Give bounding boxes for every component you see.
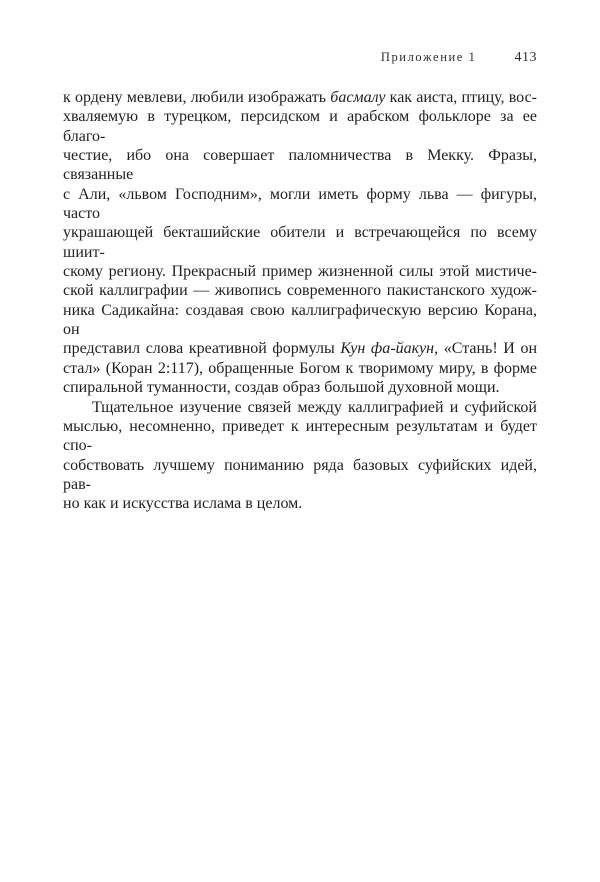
text-line: [63, 456, 537, 495]
text-run: спиральной туманности, создав образ большой духовной мощи.: [63, 379, 500, 397]
text-run: скому региону. Прекрасный пример жизненной силы этой мистиче-: [63, 263, 537, 281]
text-run: Тщательное изучение связей между каллиграфией и суфийской: [92, 398, 537, 416]
text-run: хваляемую в турецком, персидском и арабском фольклоре за ее благо-: [63, 108, 537, 145]
text-run: представил слова креативной формулы: [63, 340, 341, 358]
italic-text-run: Кун фа-йакун: [340, 340, 435, 358]
italic-text-run: басмалу: [330, 89, 386, 106]
text-run: как аиста, птицу, вос-: [385, 89, 538, 106]
text-line: [63, 146, 537, 185]
text-run: мыслью, несомненно, приведет к интересным результатам и будет спо-: [63, 417, 537, 455]
text-line: [63, 378, 537, 397]
text-line: [63, 359, 537, 378]
text-line: [63, 301, 537, 340]
running-title: Приложение 1: [380, 50, 477, 64]
body-text: [63, 88, 537, 514]
page-number: 413: [514, 50, 537, 65]
paragraph: [63, 398, 537, 514]
text-run: собствовать лучшему пониманию ряда базовых суфийских идей, рав-: [63, 456, 537, 493]
text-line: [63, 223, 537, 262]
text-run: к ордену мевлеви, любили изображать: [63, 89, 331, 106]
text-line: [63, 398, 537, 417]
text-run: честие, ибо она совершает паломничества в Мекку. Фразы, связанные: [63, 147, 537, 184]
text-run: но как и искусства ислама в целом.: [63, 495, 303, 513]
text-line: [63, 417, 537, 456]
text-run: ской каллиграфии — живопись современного пакистанского худож-: [63, 282, 537, 300]
text-run: , «Стань! И он: [434, 340, 538, 358]
text-run: ника Садикайна: создавая свою каллиграфическую версию Корана, он: [63, 301, 537, 339]
text-line: [63, 494, 537, 513]
text-line: [63, 185, 537, 224]
text-line: [63, 88, 537, 107]
text-run: стал» (Коран 2:117), обращенные Богом к творимому миру, в форме: [63, 359, 537, 377]
text-line: [63, 339, 537, 358]
text-run: украшающей бекташийские обители и встречающейся по всему шиит-: [63, 224, 537, 261]
text-line: [63, 281, 537, 300]
text-run: с Али, «львом Господним», могли иметь форму льва — фигуры, часто: [63, 185, 537, 223]
page-header: [63, 50, 537, 66]
text-line: [63, 262, 537, 281]
paragraph: [63, 88, 537, 398]
text-line: [63, 107, 537, 146]
